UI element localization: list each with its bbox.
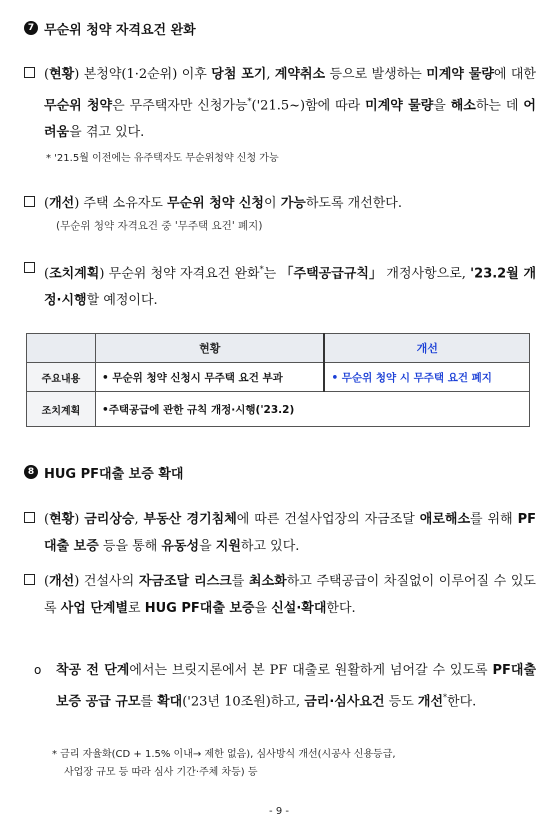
table-row-label: 주요내용 [27, 363, 96, 392]
checkbox-square-icon [24, 67, 35, 78]
section-7-plan-paragraph: (조치계획) 무순위 청약 자격요건 완화*는 「주택공급규칙」 개정사항으로, '23.2월 개정·시행할 예정이다. [24, 256, 536, 314]
label-improve: 개선 [49, 574, 75, 589]
section-8-footnote-line2: 사업장 규모 등 따라 심사 기간·주체 차등) 등 [64, 767, 258, 778]
section-7-improve-paragraph: (개선) 주택 소유자도 무순위 청약 신청이 가능하도록 개선한다. [24, 190, 536, 217]
section-8-improve-paragraph: (개선) 건설사의 자금조달 리스크를 최소화하고 주택공급이 차질없이 이루어질 수 있도록 사업 단계별로 HUG PF대출 보증을 신설·확대한다. [24, 568, 536, 622]
checkbox-square-icon [24, 262, 35, 273]
table-row [27, 363, 530, 392]
table-cell-new: • 무순위 청약 시 무주택 요건 폐지 [324, 363, 529, 392]
section-7-header [24, 17, 196, 39]
checkbox-square-icon [24, 196, 35, 207]
table-cell-plan: •주택공급에 관한 규칙 개정·시행('23.2) [96, 392, 530, 427]
page-number: - 9 - [269, 806, 289, 817]
table-header-current: 현황 [96, 334, 325, 363]
section-7-current-paragraph: (현황) 본청약(1·2순위) 이후 당첨 포기, 계약취소 등으로 발생하는 미계약 물량에 대한 무순위 청약은 무주택자만 신청가능*('21.5~)함에 따라 미계약 물량을 해소하는 데 어려움을 겪고 있다. [24, 61, 536, 146]
label-improve: 개선 [49, 196, 75, 211]
table-row-label: 조치계획 [27, 392, 96, 427]
section-7-number: 7 [24, 21, 38, 35]
section-8-header [24, 461, 183, 483]
section-7-footnote: * '21.5월 이전에는 유주택자도 무순위청약 신청 가능 [46, 153, 279, 164]
section-8-number: 8 [24, 465, 38, 479]
label-plan: 조치계획 [49, 266, 100, 282]
table-header-new: 개선 [324, 334, 529, 363]
section-7-improve-subnote: (무순위 청약 자격요건 중 '무주택 요건' 폐지) [56, 220, 263, 232]
table-cell-current: • 무순위 청약 신청시 무주택 요건 부과 [96, 363, 325, 392]
table-header-row [27, 334, 530, 363]
label-current: 현황 [49, 512, 75, 527]
table-corner-cell [27, 334, 96, 363]
table-row [27, 392, 530, 427]
section-8-title: HUG PF대출 보증 확대 [44, 466, 184, 482]
checkbox-square-icon [24, 574, 35, 585]
label-current: 현황 [49, 67, 75, 82]
section-7-title: 무순위 청약 자격요건 완화 [44, 22, 196, 38]
circle-bullet-icon: o [34, 663, 42, 677]
section-8-footnote-line1: * 금리 자율화(CD + 1.5% 이내→ 제한 없음), 심사방식 개선(시공사 신용등급, [52, 749, 396, 760]
comparison-table [26, 333, 530, 427]
checkbox-square-icon [24, 512, 35, 523]
section-8-detail-paragraph: o 착공 전 단계에서는 브릿지론에서 본 PF 대출로 원활하게 넘어갈 수 있도록 PF대출 보증 공급 규모를 확대('23년 10조원)하고, 금리·심사요건 등도 개선*한다. [34, 657, 536, 715]
section-8-current-paragraph: (현황) 금리상승, 부동산 경기침체에 따른 건설사업장의 자금조달 애로해소를 위해 PF대출 보증 등을 통해 유동성을 지원하고 있다. [24, 506, 536, 560]
